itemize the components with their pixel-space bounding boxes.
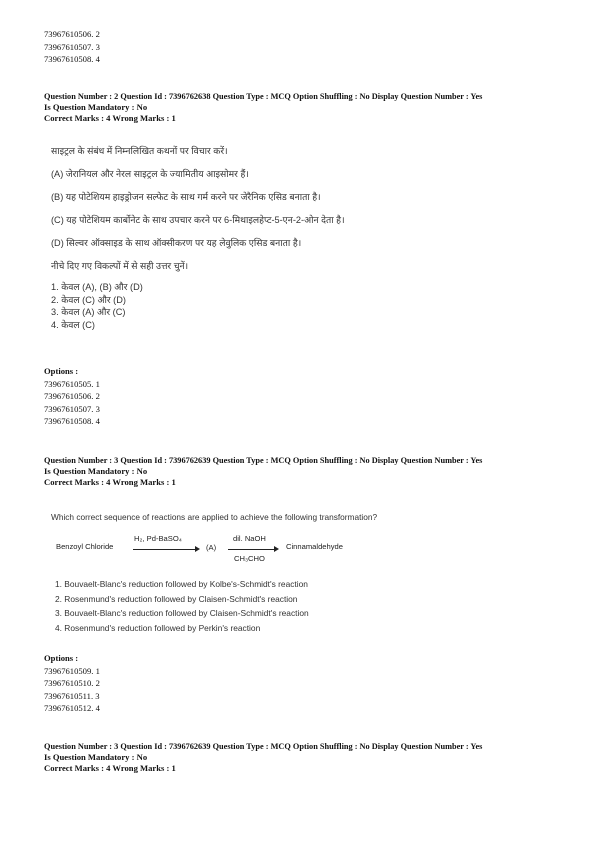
option-line: 73967610510. 2	[44, 678, 100, 688]
choice-item: 4. Rosenmund's reduction followed by Perkin's reaction	[55, 623, 261, 634]
question-3-choices	[55, 577, 309, 636]
marks-line: Correct Marks : 4 Wrong Marks : 1	[44, 477, 176, 487]
mandatory-line: Is Question Mandatory : No	[44, 466, 148, 476]
reagent-2-top: dil. NaOH	[233, 534, 266, 543]
statement-c: (C) यह पोटेशियम कार्बोनेट के साथ उपचार करने पर 6-मिथाइलहेप्ट-5-एन-2-ओन देता है।	[51, 215, 345, 225]
mandatory-line: Is Question Mandatory : No	[44, 752, 148, 762]
question-3-text: Which correct sequence of reactions are applied to achieve the following transformation?	[51, 512, 378, 522]
marks-line: Correct Marks : 4 Wrong Marks : 1	[44, 113, 176, 123]
question-intro: साइट्रल के संबंध में निम्नलिखित कथनों पर विचार करें।	[51, 146, 228, 156]
question-3-repeat-header	[44, 741, 559, 774]
choice-item: 2. केवल (C) और (D)	[51, 294, 126, 305]
reagent-1: H₂, Pd-BaSO₄	[134, 534, 182, 543]
options-label: Options :	[44, 653, 79, 663]
intermediate-a: (A)	[206, 543, 217, 552]
question-meta: Question Number : 3 Question Id : 7396762639 Question Type : MCQ Option Shuffling : No Display Question Number : Yes	[44, 742, 483, 751]
statement-d: (D) सिल्वर ऑक्साइड के साथ ऑक्सीकरण पर यह लेवुलिक एसिड बनाता है।	[51, 238, 302, 248]
option-line: 73967610508. 4	[44, 54, 100, 64]
marks-line: Correct Marks : 4 Wrong Marks : 1	[44, 763, 176, 773]
choice-item: 1. Bouvaelt-Blanc's reduction followed by Kolbe's-Schmidt's reaction	[55, 579, 308, 589]
option-line: 73967610512. 4	[44, 703, 100, 713]
choice-item: 3. Bouvaelt-Blanc's reduction followed by Claisen-Schmidt's reaction	[55, 608, 309, 619]
question-2-header	[44, 91, 559, 124]
option-line: 73967610507. 3	[44, 41, 100, 52]
choice-item: 4. केवल (C)	[51, 319, 95, 330]
choice-item: 3. केवल (A) और (C)	[51, 307, 126, 317]
statement-b: (B) यह पोटेशियम हाइड्रोजन सल्फेट के साथ गर्म करने पर जेरैनिक एसिड बनाता है।	[51, 192, 321, 202]
option-line: 73967610505. 1	[44, 378, 100, 389]
reaction-arrow-1	[133, 549, 195, 550]
arrow-head-icon	[195, 546, 200, 552]
question-3-header	[44, 455, 559, 488]
prev-options-list	[44, 28, 100, 66]
choice-item: 1. केवल (A), (B) और (D)	[51, 282, 143, 292]
option-line: 73967610506. 2	[44, 29, 100, 39]
arrow-head-icon	[274, 546, 279, 552]
question-2-options	[44, 365, 100, 428]
question-2-body	[51, 145, 551, 331]
starting-material: Benzoyl Chloride	[56, 542, 114, 551]
statement-a: (A) जेरानियल और नेरल साइट्रल के ज्यामितीय आइसोमर हैं।	[51, 169, 249, 179]
reagent-2-bottom: CH₃CHO	[234, 554, 265, 563]
question-3-options	[44, 652, 100, 715]
choice-item: 2. Rosenmund's reduction followed by Claisen-Schmidt's reaction	[55, 593, 298, 604]
choice-list	[51, 281, 551, 331]
question-meta: Question Number : 3 Question Id : 7396762639 Question Type : MCQ Option Shuffling : No Display Question Number : Yes	[44, 456, 483, 465]
question-meta: Question Number : 2 Question Id : 7396762638 Question Type : MCQ Option Shuffling : No Display Question Number : Yes	[44, 92, 483, 101]
option-line: 73967610507. 3	[44, 403, 100, 414]
option-line: 73967610506. 2	[44, 391, 100, 401]
option-line: 73967610508. 4	[44, 416, 100, 426]
product: Cinnamaldehyde	[286, 542, 343, 551]
reaction-arrow-2	[228, 549, 274, 550]
option-line: 73967610511. 3	[44, 690, 100, 701]
option-line: 73967610509. 1	[44, 665, 100, 676]
mandatory-line: Is Question Mandatory : No	[44, 102, 148, 112]
question-prompt: नीचे दिए गए विकल्पों में से सही उत्तर चुनें।	[51, 261, 189, 271]
options-label: Options :	[44, 366, 79, 376]
